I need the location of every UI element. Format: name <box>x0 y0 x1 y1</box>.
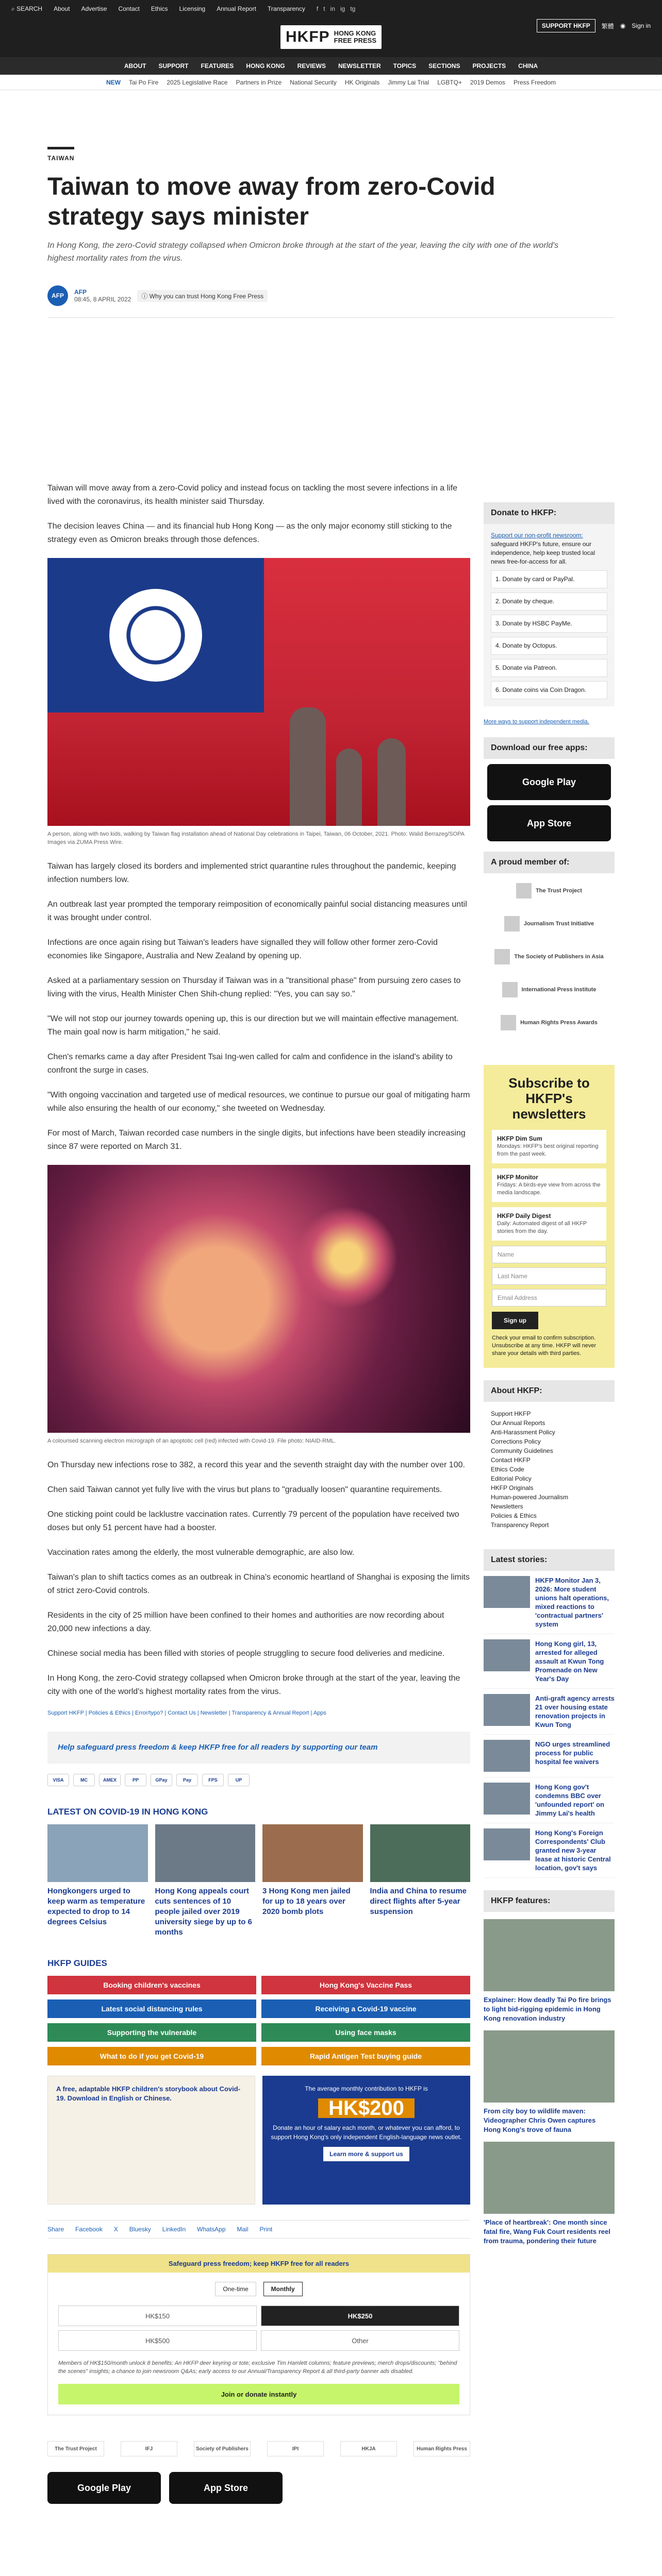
learn-more-button[interactable]: Learn more & support us <box>323 2147 409 2161</box>
donate-option[interactable]: 4. Donate by Octopus. <box>491 637 607 655</box>
app-store-badge[interactable]: App Store <box>169 2472 283 2504</box>
guide-button[interactable]: Receiving a Covid-19 vaccine <box>261 1999 470 2018</box>
language-toggle[interactable]: 繁體 <box>601 22 614 30</box>
app-store-button[interactable]: App Store <box>487 805 611 841</box>
member-logo[interactable]: Journalism Trust Initiative <box>491 913 607 934</box>
share-print[interactable]: Print <box>259 2226 273 2233</box>
article-title: Taiwan to move away from zero-Covid strategy says minister <box>47 173 495 230</box>
top-bar <box>0 0 662 18</box>
latest-story[interactable]: HKFP Monitor Jan 3, 2026: More student unions halt operations, mixed reactions to 'contractual partners' system <box>484 1571 615 1634</box>
nav-projects[interactable]: PROJECTS <box>472 62 506 70</box>
trending-item[interactable]: 2025 Legislative Race <box>167 78 228 86</box>
contribution-amount: HK$200 <box>318 2098 415 2118</box>
membership-note: Members of HK$150/month unlock 8 benefits: An HKFP deer keyring or tote; exclusive Tim Hamlett columns; feature previews; merch drops/discounts; "behind the scenes" insights; a chance to join newsroom Q&As; early access to our Annual/Transparency Report & all third-party banner ads disabled. <box>58 2360 457 2375</box>
promo-row <box>47 2076 470 2205</box>
paragraph: One sticking point could be lacklustre vaccination rates. Currently 79 percent of the population have received two doses but only 51 percent have had a booster. <box>47 1510 459 1532</box>
top-link-ethics[interactable]: Ethics <box>151 5 168 12</box>
paragraph: "We will not stop our journey towards opening up, this is our direction but we will maintain effective management. The main goal now is harm mitigation," he said. <box>47 1014 459 1037</box>
trending-bar <box>0 75 662 90</box>
user-icon: ◉ <box>620 22 626 29</box>
article-wrapper <box>47 90 615 2493</box>
partner-logos <box>47 2431 470 2467</box>
paragraph: Asked at a parliamentary session on Thursday if Taiwan was in a "transitional phase" from pursuing zero cases to living with the virus, Health Minister Chen Shih-chung replied: "Yes, you can say so." <box>47 976 461 998</box>
guides-grid <box>47 1976 470 2065</box>
donate-option[interactable]: 1. Donate by card or PayPal. <box>491 570 607 588</box>
apple-pay-icon[interactable]: Pay <box>176 1774 198 1786</box>
payment-methods <box>47 1774 470 1786</box>
donate-button[interactable]: Join or donate instantly <box>58 2384 459 2404</box>
last-name-field[interactable]: Last Name <box>492 1267 606 1285</box>
contribution-promo[interactable]: The average monthly contribution to HKFP is HK$200 Donate an hour of salary each month, or whatever you can afford, to support Hong Kong's only independent English-language news outlet. Learn more & support us <box>262 2076 470 2205</box>
amount-option[interactable]: HK$500 <box>58 2330 257 2351</box>
paragraph: Taiwan's plan to shift tactics comes as an outbreak in China's economic heartland of Shanghai is exposing the limits of strict zero-Covid controls. <box>47 1573 470 1595</box>
nav-reviews[interactable]: REVIEWS <box>297 62 326 70</box>
donate-panel: Safeguard press freedom; keep HKFP free for all readers One-time Monthly HK$150 HK$250 HK$500 Other Members of HK$150/month unlock 8 benefits: An HKFP deer keyring or tote; exclusive Tim Hamlett columns; feature previews; merch drops/discounts; "behind the scenes" insights; a chance to join newsroom Q&As; early access to our Annual/Transparency Report & all third-party banner ads disabled. Join or donate instantly <box>47 2254 470 2415</box>
guide-button[interactable]: Rapid Antigen Test buying guide <box>261 2047 470 2065</box>
newsletter-signup: Subscribe to HKFP's newsletters HKFP Dim Sum Mondays: HKFP's best original reporting from the past week. HKFP Monitor Fridays: A birds-eye view from across the media landscape. HKFP Daily Digest Daily: Automated digest of all HKFP stories from the day. Name Last Name Email Address Sign up Check your email to confirm subscription. Unsubscribe at any time. HKFP will never share your details with third parties. <box>484 1065 615 1368</box>
guide-button[interactable]: Supporting the vulnerable <box>47 2023 256 2042</box>
app-badges <box>47 2472 470 2504</box>
newsletter-option[interactable]: HKFP Daily Digest Daily: Automated digest of all HKFP stories from the day. <box>492 1207 606 1241</box>
facebook-icon[interactable]: f <box>316 5 319 12</box>
share-bluesky[interactable]: Bluesky <box>129 2226 151 2233</box>
amex-icon[interactable]: AMEX <box>99 1774 121 1786</box>
trending-item[interactable]: Jimmy Lai Trial <box>388 78 429 86</box>
one-time-toggle[interactable]: One-time <box>215 2282 256 2296</box>
guide-button[interactable]: Latest social distancing rules <box>47 1999 256 2018</box>
covid-cards <box>47 1824 470 1938</box>
donate-box: Support our non-profit newsroom: safeguard HKFP's future, ensure our independence, help keep trusted local news free-for-access for all. 1. Donate by card or PayPal. 2. Donate by cheque. 3. Donate by HSBC PayMe. 4. Donate by Octopus. 5. Donate via Patreon. 6. Donate coins via Coin Dragon. <box>484 524 615 706</box>
newsletter-option[interactable]: HKFP Monitor Fridays: A birds-eye view from across the media landscape. <box>492 1168 606 1202</box>
more-ways-link[interactable]: More ways to support independent media. <box>484 719 589 725</box>
latest-story[interactable]: Hong Kong gov't condemns BBC over 'unfounded report' on Jimmy Lai's health <box>484 1777 615 1823</box>
sign-in-link[interactable]: Sign in <box>632 22 651 29</box>
partner-logo[interactable]: HKJA <box>340 2441 397 2456</box>
nav-support[interactable]: SUPPORT <box>158 62 189 70</box>
linkedin-icon[interactable]: in <box>330 5 335 12</box>
guide-button[interactable]: What to do if you get Covid-19 <box>47 2047 256 2065</box>
donate-option[interactable]: 5. Donate via Patreon. <box>491 659 607 677</box>
trust-link[interactable]: ⓘ Why you can trust Hong Kong Free Press <box>137 290 268 302</box>
paragraph: Chen's remarks came a day after President Tsai Ing-wen called for calm and confidence in the island's ability to confront the surge in cases. <box>47 1053 453 1075</box>
email-field[interactable]: Email Address <box>492 1289 606 1307</box>
author-name[interactable]: AFP <box>74 289 87 296</box>
share-whatsapp[interactable]: WhatsApp <box>197 2226 226 2233</box>
footer-links[interactable]: Support HKFP | Policies & Ethics | Error/typo? | Contact Us | Newsletter | Transparency & Annual Report | Apps <box>47 1710 326 1716</box>
sidebar <box>484 502 615 2253</box>
monthly-toggle[interactable]: Monthly <box>263 2282 303 2296</box>
latest-stories <box>484 1571 615 1878</box>
trending-item[interactable]: Press Freedom <box>513 78 556 86</box>
partner-logo[interactable]: IFJ <box>121 2441 177 2456</box>
paragraph: Taiwan will move away from a zero-Covid policy and instead focus on tackling the most severe infections in a life lived with the coronavirus, its health minister said Thursday. <box>47 484 458 506</box>
story-card[interactable]: 3 Hong Kong men jailed for up to 18 years over 2020 bomb plots <box>262 1824 363 1938</box>
name-field[interactable]: Name <box>492 1246 606 1263</box>
member-logo[interactable]: Human Rights Press Awards <box>491 1012 607 1033</box>
amount-option[interactable]: HK$250 <box>261 2306 459 2326</box>
share-x[interactable]: X <box>113 2226 118 2233</box>
member-logo[interactable]: International Press Institute <box>491 979 607 1000</box>
article-lede: In Hong Kong, the zero-Covid strategy collapsed when Omicron broke through at the start of the year, leaving the city with one of the world's highest mortality rates from the virus. <box>47 241 559 263</box>
instagram-icon[interactable]: ig <box>340 5 345 12</box>
top-link-transparency[interactable]: Transparency <box>267 5 305 12</box>
member-logo[interactable]: The Society of Publishers in Asia <box>491 946 607 967</box>
visa-icon[interactable]: VISA <box>47 1774 69 1786</box>
partner-logo[interactable]: Society of Publishers <box>194 2441 251 2456</box>
features-title: HKFP features: <box>484 1890 615 1912</box>
trending-item[interactable]: Partners in Prize <box>236 78 282 86</box>
share-linkedin[interactable]: LinkedIn <box>162 2226 186 2233</box>
google-play-badge[interactable]: Google Play <box>47 2472 161 2504</box>
nav-features[interactable]: FEATURES <box>201 62 234 70</box>
top-link-advertise[interactable]: Advertise <box>81 5 107 12</box>
nav-sections[interactable]: SECTIONS <box>428 62 460 70</box>
top-link-annual-report[interactable]: Annual Report <box>217 5 256 12</box>
unionpay-icon[interactable]: UP <box>228 1774 250 1786</box>
guide-button[interactable]: Using face masks <box>261 2023 470 2042</box>
member-title: A proud member of: <box>484 852 615 873</box>
virus-micrograph-photo <box>47 1165 470 1433</box>
top-link-about[interactable]: About <box>54 5 70 12</box>
storybook-promo[interactable]: A free, adaptable HKFP children's storybook about Covid-19. Download in English or Chinese. <box>47 2076 255 2205</box>
new-label: NEW <box>106 78 121 86</box>
partner-logo[interactable]: IPI <box>267 2441 324 2456</box>
top-link-contact[interactable]: Contact <box>118 5 140 12</box>
paragraph: The decision leaves China — and its financial hub Hong Kong — as the only major economy still sticking to the strategy even as Omicron breaks through those defences. <box>47 522 452 544</box>
twitter-icon[interactable]: t <box>323 5 325 12</box>
fps-icon[interactable]: FPS <box>202 1774 224 1786</box>
guide-button[interactable]: Hong Kong's Vaccine Pass <box>261 1976 470 1994</box>
trending-item[interactable]: LGBTQ+ <box>437 78 462 86</box>
top-link-licensing[interactable]: Licensing <box>179 5 206 12</box>
search-link[interactable]: ⌕ SEARCH <box>11 5 43 12</box>
newsletter-option[interactable]: HKFP Dim Sum Mondays: HKFP's best original reporting from the past week. <box>492 1130 606 1163</box>
feature-story[interactable]: From city boy to wildlife maven: Videographer Chris Owen captures Hong Kong's trove of fauna <box>484 2030 615 2134</box>
nav-hong-kong[interactable]: HONG KONG <box>246 62 285 70</box>
share-label: Share <box>47 2226 64 2233</box>
nav-china[interactable]: CHINA <box>518 62 538 70</box>
trending-item[interactable]: HK Originals <box>344 78 380 86</box>
paragraph: Residents in the city of 25 million have been confined to their homes and authorities are now recording about 20,000 new infections a day. <box>47 1611 444 1633</box>
social-icons <box>317 5 355 12</box>
donate-option[interactable]: 3. Donate by HSBC PayMe. <box>491 615 607 633</box>
feature-story[interactable]: Explainer: How deadly Tai Po fire brings to light bid-rigging epidemic in Hong Kong renovation industry <box>484 1919 615 2023</box>
latest-title: Latest stories: <box>484 1549 615 1571</box>
donate-option[interactable]: 2. Donate by cheque. <box>491 592 607 611</box>
publish-date: 08:45, 8 APRIL 2022 <box>74 296 131 303</box>
paragraph: Chen said Taiwan cannot yet fully live with the virus but plans to "gradually loosen" quarantine requirements. <box>47 1485 442 1494</box>
feature-story[interactable]: 'Place of heartbreak': One month since fatal fire, Wang Fuk Court residents reel from trauma, pondering their future <box>484 2142 615 2246</box>
paragraph: "With ongoing vaccination and targeted use of medical resources, we continue to pursue our goal of mitigating harm while also ensuring the health of our economy," she tweeted on Wednesday. <box>47 1091 470 1113</box>
nav-topics[interactable]: TOPICS <box>393 62 417 70</box>
trending-item[interactable]: 2019 Demos <box>470 78 505 86</box>
paragraph: An outbreak last year prompted the temporary reimposition of economically painful social distancing measures until it was brought under control. <box>47 900 467 922</box>
donate-option[interactable]: 6. Donate coins via Coin Dragon. <box>491 681 607 699</box>
donate-title: Donate to HKFP: <box>484 502 615 524</box>
paragraph: Taiwan has largely closed its borders and implemented strict quarantine rules throughout the pandemic, keeping infection numbers low. <box>47 862 456 884</box>
hkfp-logo[interactable]: HKFP HONG KONG FREE PRESS <box>280 25 382 49</box>
google-play-button[interactable]: Google Play <box>487 764 611 800</box>
partner-logo[interactable]: Human Rights Press <box>413 2441 470 2456</box>
support-link[interactable]: Support our non-profit newsroom: <box>491 532 583 539</box>
masthead <box>0 17 662 57</box>
story-card[interactable]: India and China to resume direct flights after 5-year suspension <box>370 1824 471 1938</box>
about-title: About HKFP: <box>484 1380 615 1402</box>
nav-newsletter[interactable]: NEWSLETTER <box>338 62 381 70</box>
taiwan-flag-photo <box>47 558 470 826</box>
paragraph: In Hong Kong, the zero-Covid strategy collapsed when Omicron broke through at the start of the year, leaving the city with one of the world's highest mortality rates from the virus. <box>47 1674 460 1696</box>
paypal-icon[interactable]: PP <box>125 1774 146 1786</box>
latest-story[interactable]: NGO urges streamlined process for public hospital fee waivers <box>484 1735 615 1777</box>
covid-section-title: LATEST ON COVID-19 IN HONG KONG <box>47 1807 208 1817</box>
amount-option[interactable]: Other <box>261 2330 459 2351</box>
member-logos <box>484 873 615 1053</box>
support-appeal[interactable]: Help safeguard press freedom & keep HKFP free for all readers by supporting our team <box>47 1732 470 1764</box>
main-nav <box>0 57 662 75</box>
author-avatar[interactable]: AFP <box>47 285 68 306</box>
photo-caption: A colourised scanning electron micrograph of an apoptotic cell (red) infected with Covid-19. File photo: NIAID-RML. <box>47 1438 336 1444</box>
latest-story[interactable]: Hong Kong's Foreign Correspondents' Club granted new 3-year lease at historic Central location, gov't says <box>484 1823 615 1878</box>
guide-button[interactable]: Booking children's vaccines <box>47 1976 256 1994</box>
guides-title: HKFP GUIDES <box>47 1958 107 1968</box>
article-body <box>47 482 470 2504</box>
about-links: Support HKFP Our Annual Reports Anti-Harassment Policy Corrections Policy Community Guidelines Contact HKFP Ethics Code Editorial Policy HKFP Originals Human-powered Journalism Newsletters Policies & Ethics Transparency Report <box>491 1410 569 1529</box>
partner-logo[interactable]: The Trust Project <box>47 2441 104 2456</box>
story-card[interactable]: Hong Kong appeals court cuts sentences of 10 people jailed over 2019 university siege by up to 6 months <box>155 1824 256 1938</box>
story-card[interactable]: Hongkongers urged to keep warm as temperature expected to drop to 14 degrees Celsius <box>47 1824 148 1938</box>
trending-item[interactable]: Tai Po Fire <box>129 78 159 86</box>
latest-story[interactable]: Hong Kong girl, 13, arrested for alleged assault at Kwun Tong Promenade on New Year's Day <box>484 1634 615 1689</box>
paragraph: Chinese social media has been filled with stories of people struggling to secure food deliveries and medicine. <box>47 1649 445 1658</box>
share-bar <box>47 2220 470 2239</box>
telegram-icon[interactable]: tg <box>350 5 356 12</box>
member-logo[interactable]: The Trust Project <box>491 880 607 901</box>
google-pay-icon[interactable]: GPay <box>151 1774 172 1786</box>
paragraph: Infections are once again rising but Taiwan's leaders have signalled they will follow other former zero-Covid economies like Singapore, Australia and New Zealand by opening up. <box>47 938 438 960</box>
subscribe-title: Subscribe to HKFP's newsletters <box>508 1075 590 1122</box>
amount-option[interactable]: HK$150 <box>58 2306 257 2326</box>
share-mail[interactable]: Mail <box>237 2226 249 2233</box>
support-hkfp-button[interactable]: SUPPORT HKFP <box>537 19 595 32</box>
share-facebook[interactable]: Facebook <box>75 2226 103 2233</box>
paragraph: Vaccination rates among the elderly, the most vulnerable demographic, are also low. <box>47 1548 355 1557</box>
mastercard-icon[interactable]: MC <box>73 1774 95 1786</box>
latest-story[interactable]: Anti-graft agency arrests 21 over housing estate renovation projects in Kwun Tong <box>484 1689 615 1735</box>
photo-caption: A person, along with two kids, walking by Taiwan flag installation ahead of National Day celebrations in Taipei, Taiwan, 06 October, 2021. Photo: Walid Berrazeg/SOPA Images via ZUMA Press Wire. <box>47 831 465 845</box>
apps-title: Download our free apps: <box>484 737 615 759</box>
paragraph: For most of March, Taiwan recorded case numbers in the single digits, but infections have been steadily increasing since 87 were reported on March 31. <box>47 1129 466 1151</box>
sign-up-button[interactable]: Sign up <box>492 1312 538 1329</box>
paragraph: On Thursday new infections rose to 382, a record this year and the seventh straight day with the number over 100. <box>47 1461 465 1469</box>
trending-item[interactable]: National Security <box>290 78 337 86</box>
category-label[interactable]: TAIWAN <box>47 147 74 162</box>
nav-about[interactable]: ABOUT <box>124 62 146 70</box>
byline <box>47 285 615 318</box>
